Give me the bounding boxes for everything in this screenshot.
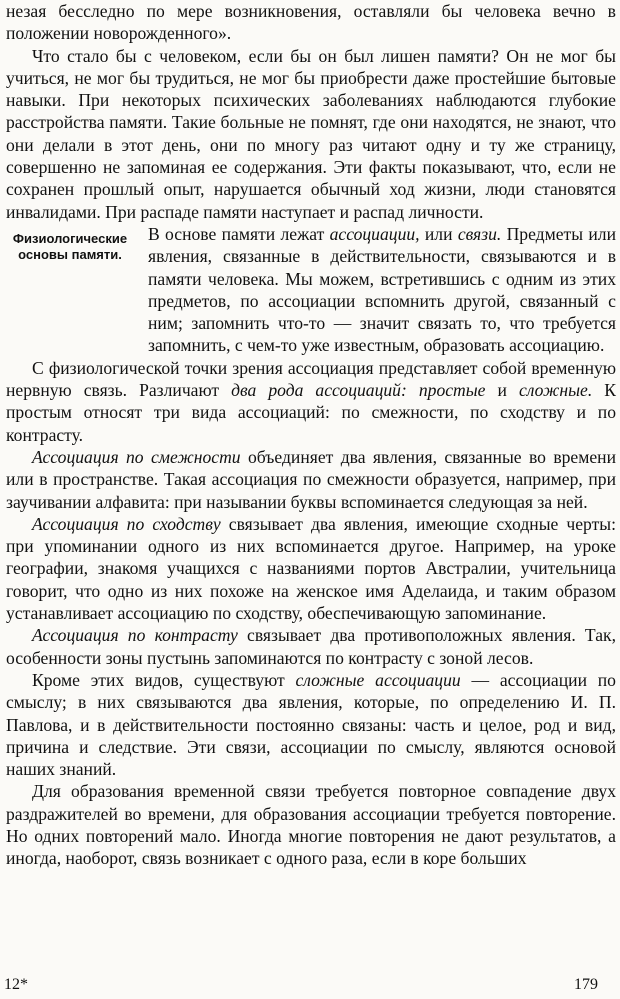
term-similarity: Ассоциация по сходству — [32, 513, 221, 534]
term-contrast: Ассоциация по контрасту — [32, 625, 238, 646]
paragraph-similarity: Ассоциация по сходству связывает два явления, имеющие сходные черты: при упоминании одного из них вспоминается другое. Например, на уроке географии, знакомя учащихся с названиями портов Австралии, учительница говорит, что одно из них похоже на женское имя Аделаида, и таким образом устанавливает ассоциацию по сходству, обеспечивающую запоминание. — [6, 513, 616, 624]
page-footer — [0, 976, 620, 998]
body-text — [6, 0, 616, 870]
term-contiguity: Ассоциация по смежности — [32, 446, 241, 467]
paragraph-complex: Кроме этих видов, существуют сложные ассоциации — ассоциации по смыслу; в них связываются два явления, которые, по определению И. П. Павлова, и в действительности постоянно связаны: часть и целое, род и вид, причина и следствие. Эти связи, ассоциации по смыслу, являются основой наших знаний. — [6, 669, 616, 780]
term-two-kinds: два рода ассоциаций: простые — [231, 380, 486, 401]
paragraph-associations: В основе памяти лежат ассоциации, или связи. Предметы или явления, связанные в действительности, связываются и в памяти человека. Мы можем, встретившись с одним из этих предметов, по ассоциации вспомнить другой, связанный с ним; запомнить что-то — значит связать то, что требуется запомнить, с чем-то уже известным, образовать ассоциацию. — [148, 223, 616, 356]
margin-heading: Физиологические основы памяти. — [12, 230, 128, 262]
paragraph-repetition: Для образования временной связи требуется повторное совпадение двух раздражителей во времени, для образования ассоциации требуется повторение. Но одних повторений мало. Иногда многие повторения не дают результатов, а иногда, наоборот, связь возникает с одного раза, если в коре больших — [6, 781, 616, 869]
section-physiology — [6, 223, 616, 357]
page-number: 179 — [574, 976, 598, 993]
term-associations: ассоциации, — [329, 223, 420, 244]
paragraph-continued: незая бесследно по мере возникновения, оставляли бы человека вечно в положении новорожденного». — [6, 1, 616, 44]
term-complex-associations: сложные ассоциации — [295, 669, 461, 690]
signature-mark: 12* — [4, 976, 28, 993]
paragraph-contrast: Ассоциация по контрасту связывает два противоположных явления. Так, особенности зоны пустынь запоминаются по контрасту с зоной лесов. — [6, 625, 616, 668]
term-complex: сложные. — [518, 380, 593, 401]
paragraph-memory-loss: Что стало бы с человеком, если бы он был лишен памяти? Он не мог бы учиться, не мог бы трудиться, не мог бы приобрести даже простейшие бытовые навыки. При некоторых психических заболеваниях наблюдаются глубокие расстройства памяти. Такие больные не помнят, где они находятся, не знают, что они делали в этот день, они по многу раз читают одну и ту же страницу, совершенно не запоминая ее содержания. Эти факты показывают, что, если не сохранен прошлый опыт, нарушается обычный ход жизни, люди становятся инвалидами. При распаде памяти наступает и распад личности. — [6, 45, 616, 222]
paragraph-physiology: С физиологической точки зрения ассоциация представляет собой временную нервную связь. Различают два рода ассоциаций: простые и сложные. К простым относят три вида ассоциаций: по смежности, по сходству и по контрасту. — [6, 357, 617, 445]
term-links: связи. — [457, 223, 502, 244]
paragraph-contiguity: Ассоциация по смежности объединяет два явления, связанные во времени или в пространстве. Такая ассоциация по смежности образуется, например, при заучивании алфавита: при назывании буквы вспоминается следующая за ней. — [6, 446, 617, 512]
